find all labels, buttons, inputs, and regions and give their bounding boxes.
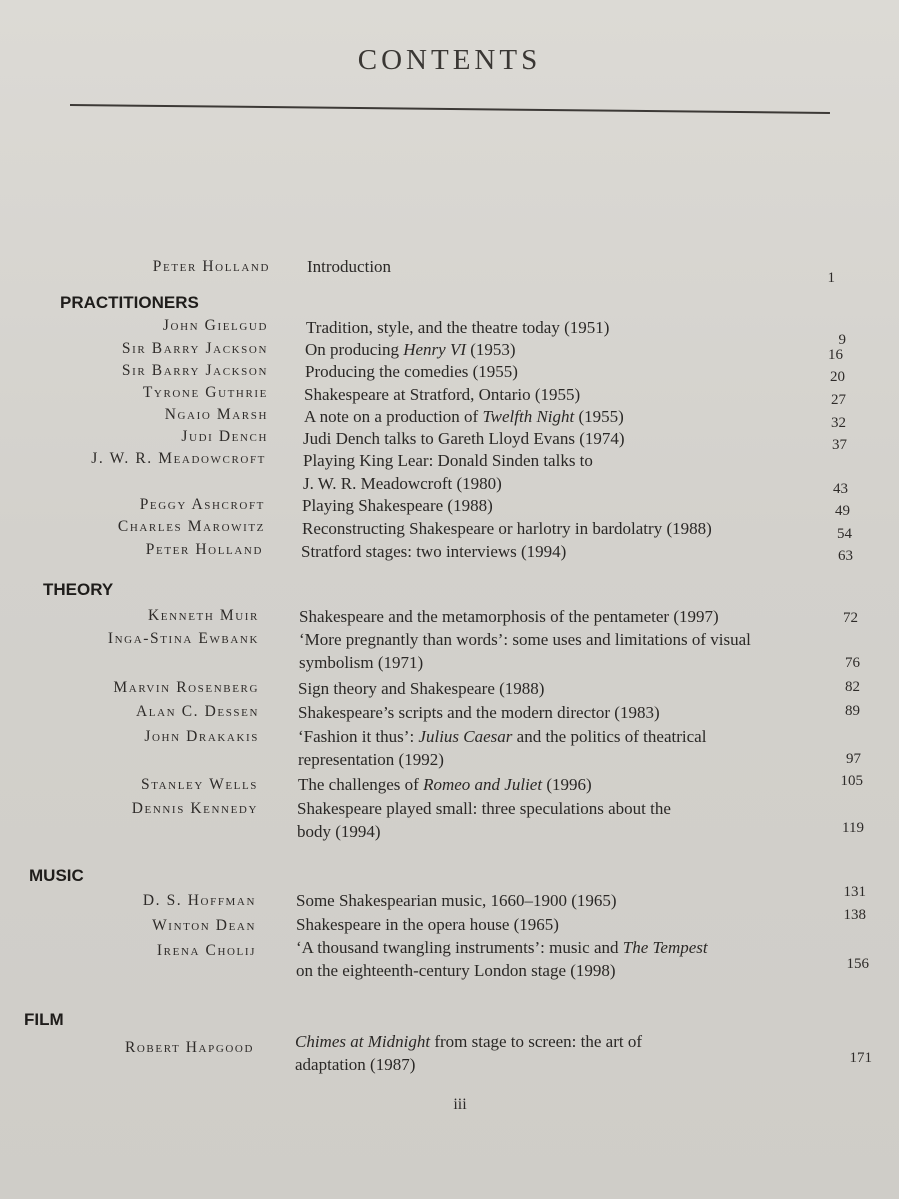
entry-title: Reconstructing Shakespeare or harlotry in bardolatry (1988): [302, 519, 712, 538]
entry-title: ‘A thousand twangling instruments’: music and The Tempest on the eighteenth-century London stage (1998): [296, 938, 708, 980]
author: Stanley Wells: [140, 776, 258, 793]
author: Sir Barry Jackson: [121, 362, 268, 379]
author: Peter Holland: [145, 541, 263, 558]
page-number: 37: [832, 437, 847, 453]
entry-title: Shakespeare and the metamorphosis of the pentameter (1997): [299, 607, 719, 626]
page-number: 43: [833, 481, 848, 497]
entry-title: Shakespeare at Stratford, Ontario (1955): [304, 385, 581, 404]
entry-title: The challenges of Romeo and Juliet (1996): [298, 775, 592, 794]
author: Sir Barry Jackson: [121, 340, 268, 357]
author: Alan C. Dessen: [136, 703, 259, 720]
entry-introduction: Introduction: [307, 257, 392, 276]
author: Robert Hapgood: [124, 1039, 254, 1056]
page-number: 119: [842, 820, 864, 836]
page-number: 54: [837, 526, 852, 542]
entry-title: Shakespeare in the opera house (1965): [296, 915, 559, 934]
page-number: 171: [849, 1050, 872, 1066]
entry-title: On producing Henry VI (1953): [305, 340, 516, 359]
author: Kenneth Muir: [148, 607, 259, 624]
section-heading-music: MUSIC: [29, 866, 84, 885]
page-number: 89: [845, 703, 860, 719]
entry-title: Tradition, style, and the theatre today (1951): [306, 318, 610, 337]
author: Judi Dench: [181, 428, 268, 445]
author: Ngaio Marsh: [164, 406, 268, 423]
entry-title: Stratford stages: two interviews (1994): [301, 542, 567, 561]
author: John Drakakis: [144, 728, 259, 745]
entry-title: Shakespeare’s scripts and the modern director (1983): [298, 703, 660, 722]
author: Marvin Rosenberg: [113, 679, 259, 696]
entry-title: Some Shakespearian music, 1660–1900 (1965): [296, 891, 617, 910]
page-number: 131: [843, 884, 866, 900]
entry-title: Judi Dench talks to Gareth Lloyd Evans (1974): [303, 429, 625, 448]
title-rule: [70, 104, 830, 114]
folio-page-number: iii: [453, 1096, 467, 1113]
page-number: 72: [843, 610, 858, 626]
section-heading-practitioners: PRACTITIONERS: [60, 293, 199, 312]
entry-title: Producing the comedies (1955): [305, 362, 518, 381]
page-number: 138: [843, 907, 866, 923]
entry-title: ‘Fashion it thus’: Julius Caesar and the politics of theatrical representation (1992): [298, 727, 707, 769]
page-number: 76: [845, 655, 860, 671]
entry-title: ‘More pregnantly than words’: some uses and limitations of visual symbolism (1971): [299, 630, 751, 672]
page-number: 49: [835, 503, 850, 519]
entry-title: Sign theory and Shakespeare (1988): [298, 679, 545, 698]
page-number: 27: [831, 392, 846, 408]
author: John Gielgud: [162, 317, 268, 334]
author: Inga-Stina Ewbank: [107, 630, 259, 647]
entry-title: Playing Shakespeare (1988): [302, 496, 493, 515]
page-number: 156: [846, 956, 869, 972]
page-number: 63: [838, 548, 853, 564]
entry-title: A note on a production of Twelfth Night (1955): [304, 407, 624, 426]
page-number: 82: [845, 679, 860, 695]
section-heading-theory: THEORY: [43, 580, 114, 599]
author: Charles Marowitz: [117, 518, 265, 535]
author: Winton Dean: [152, 917, 256, 934]
page-number: 16: [828, 347, 843, 363]
page-number: 105: [840, 773, 863, 789]
author: Peggy Ashcroft: [139, 496, 265, 513]
page-number: 97: [846, 751, 861, 767]
entry-title: Shakespeare played small: three speculations about the body (1994): [297, 799, 671, 841]
page-number: 1: [827, 270, 835, 286]
author: Tyrone Guthrie: [142, 384, 268, 401]
entry-title: Playing King Lear: Donald Sinden talks to J. W. R. Meadowcroft (1980): [303, 451, 593, 493]
page-number: 9: [838, 332, 846, 348]
page-number: 20: [830, 369, 845, 385]
page-title: CONTENTS: [357, 44, 542, 76]
author: Irena Cholij: [156, 942, 256, 959]
author: D. S. Hoffman: [142, 892, 256, 909]
author: J. W. R. Meadowcroft: [91, 450, 266, 467]
author: Dennis Kennedy: [131, 800, 258, 817]
entry-title: Chimes at Midnight from stage to screen: the art of adaptation (1987): [295, 1032, 643, 1074]
section-heading-film: FILM: [24, 1010, 64, 1029]
page-number: 32: [831, 415, 846, 431]
author-peter-holland-intro: Peter Holland: [152, 258, 270, 275]
